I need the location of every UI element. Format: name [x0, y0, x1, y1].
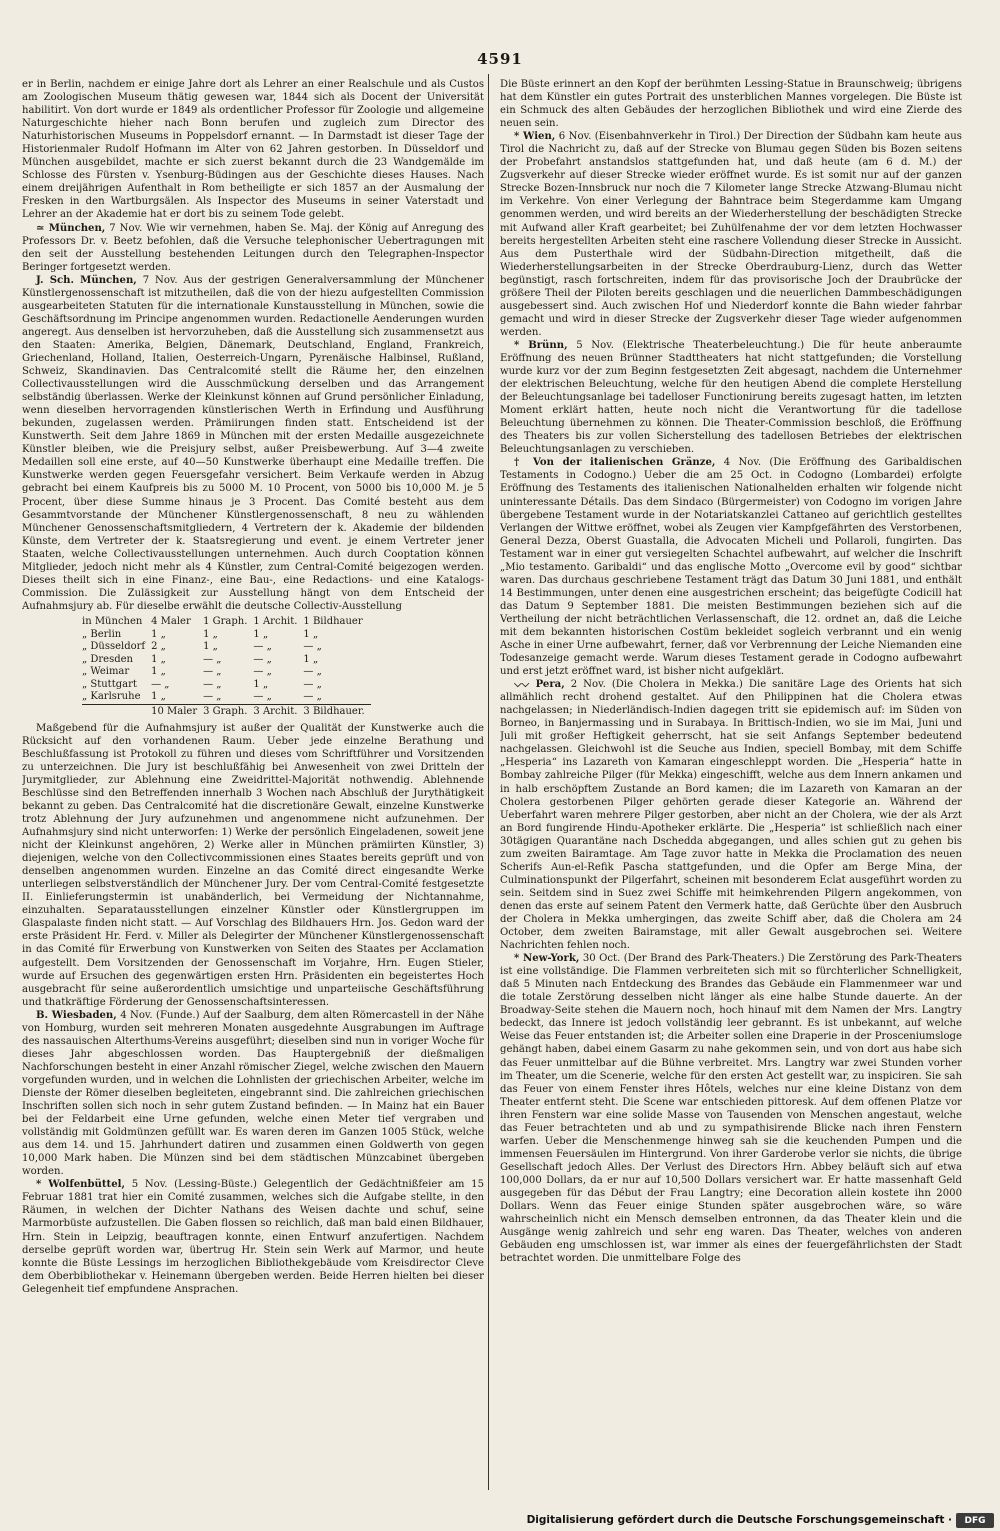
- jury-table-cell: — „: [253, 666, 272, 678]
- jury-table-cell: — „: [253, 653, 272, 665]
- article-body: 7 Nov. Aus der gestrigen Generalversammlung der Münchener Künstlergenossenschaft ist mitzutheilen, daß die von der hiezu aufgestellten Commission ausgearbeiteten Statuten für die internationale Kunstausstellung in München, sowie die Geschäftsordnung im Principe angenommen wurden. Redactionelle Aenderungen wurden angeregt. Aus denselben ist hervorzuheben, daß die Ausstellung sich zusammensetzt aus den Staaten: Amerika, Belgien, Dänemark, Deutschland, England, Frankreich, Griechenland, Holland, Italien, Oesterreich-Ungarn, Pyrenäische Halbinsel, Rußland, Schweiz, Skandinavien. Das Centralcomité stellt die Räume her, den einzelnen Collectivausstellungen wird die Ausschmückung derselben und das Arrangement selbständig überlassen. Werke der Kleinkunst können auf Grund persönlicher Einladung, wenn dieselben hervorragenden künstlerischen Werth in Erfindung und Ausführung bekunden, zugelassen werden. Prämiirungen finden statt. Entscheidend ist der Kunstwerth. Seit dem Jahre 1869 in München mit der ersten Medaille ausgezeichnete Künstler bleiben, wie die Preisjury selbst, außer Preisbewerbung. Auf 3—4 zweite Medaillen soll eine erste, auf 40—50 Kunstwerke überhaupt eine Medaille treffen. Die Kunstwerke werden gegen Feuersgefahr versichert. Beim Verkaufe werden in Abzug gebracht bei einem Kaufpreis bis zu 5000 M. 10 Procent, von 5000 bis 10,000 M. je 5 Procent, über diese Summe hinaus je 3 Procent. Das Comité besteht aus dem Gesammtvorstande der Münchener Künstlergenossenschaft, 8 neu zu wählenden Münchener Genossenschaftsmitgliedern, 4 Vertretern der k. Akademie der bildenden Künste, dem Vertreter der k. Staatsregierung und event. je einem Vertreter jener Staaten, welche Collectivausstellungen unternehmen. Auch durch Cooptation können Mitglieder, jedoch nicht mehr als 4 Künstler, zum Central-Comité beigezogen werden. Dieses theilt sich in eine Finanz-, eine Bau-, eine Redactions- und eine Katalogs-Commission. Die Zulässigkeit zur Ausstellung hängt von dem Entscheid der Aufnahmsjury ab. Für dieselbe erwählt die deutsche Collectiv-Ausstellung: [22, 274, 484, 612]
- article-dateline: * New-York,: [514, 953, 580, 965]
- article-wiesbaden: [22, 1009, 484, 1179]
- article-wien: [500, 130, 962, 339]
- jury-table-cell: — „: [203, 691, 222, 703]
- article-dateline: * Brünn,: [514, 339, 568, 351]
- jury-table-total-cell: 3 Graph.: [203, 705, 253, 719]
- jury-table-cell: in München: [82, 615, 143, 627]
- jury-table-cell: — „: [303, 666, 322, 678]
- jury-table-cell: „ Karlsruhe: [82, 691, 141, 703]
- footer-bar: [0, 1509, 1000, 1531]
- jury-table-total-cell: 3 Archit.: [253, 705, 303, 719]
- jury-table-cell: — „: [203, 653, 222, 665]
- jury-table-total-row: [82, 705, 371, 719]
- article-paragraph: Die Büste erinnert an den Kopf der berühmten Lessing-Statue in Braunschweig; übrigens hat dem Künstler ein gutes Portrait des unsterblichen Mannes vorgelegen. Die Büste ist ein Schmuck des alten Gebäudes der herzoglichen Bibliothek und wird eine Zierde des neuen sein.: [500, 79, 962, 130]
- jury-table-cell: 1 „: [151, 666, 166, 678]
- article-muenchen-generalversammlung: [22, 274, 484, 613]
- article-body: 6 Nov. (Eisenbahnverkehr in Tirol.) Der Direction der Südbahn kam heute aus Tirol die Nachricht zu, daß auf der Strecke von Blumau gegen Süden bis Bozen seitens der Probefahrt anstandslos stattgefunden hat, und daß heute (am 6 d. M.) der Zugsverkehr auf dieser Strecke wieder eröffnet wurde. Es ist somit nur auf der ganzen Strecke Bozen-Innsbruck nur noch die 7 Kilometer lange Strecke Atzwang-Blumau nicht im Verkehre. Von einer Verlegung der Bahntrace beim Stegerdamme kam Umgang genommen werden, und wird bereits an der Wiederherstellung der beschädigten Strecke mit Aufwand aller Kraft gearbeitet; bei Zuhülfenahme der vor dem letzten Hochwasser bereits hergestellten Arbeiten steht eine raschere Vollendung dieser Strecke in Aussicht. Aus dem Pusterthale wird der Südbahn-Direction mitgetheilt, daß die Wiederherstellungsarbeiten in der Strecke Oberdrauburg-Lienz, durch das Wetter begünstigt, rasch fortschreiten, indem für das provisorische Joch der Draubrücke der größere Theil der Piloten bereits geschlagen und die neuerlichen Dammbeschädigungen ausgebessert sind. Auch zwischen Hof und Niederdorf konnte die Bahn wieder fahrbar gemacht und wird in dieser Strecke der Zugsverkehr dieser Tage wieder aufgenommen werden.: [500, 131, 962, 338]
- jury-table-cell: „ Düsseldorf: [82, 641, 146, 653]
- jury-table-cell: 1 „: [253, 678, 269, 690]
- jury-table-cell: — „: [253, 691, 272, 703]
- jury-table-cell: — „: [203, 666, 222, 678]
- jury-table-cell: — „: [303, 678, 322, 690]
- article-dateline: ≃ München,: [36, 222, 106, 234]
- article-new-york: [500, 952, 962, 1265]
- jury-table-cell: 4 Maler: [151, 615, 191, 627]
- article-body: 30 Oct. (Der Brand des Park-Theaters.) Die Zerstörung des Park-Theaters ist eine vollständige. Die Flammen verbreiteten sich mit so fürchterlicher Schnelligkeit, daß 5 Minuten nach Entdeckung des Brandes das Gebäude ein Flammenmeer war und die totale Zerstörung desselben nicht länger als eine halbe Stunde dauerte. An der Broadway-Seite stehen die Mauern noch, hoch hinauf mit dem Namen der Mrs. Langtry bedeckt, das Innere ist jedoch vollständig leer gebrannt. Es ist unbekannt, auf welche Weise das Feuer entstanden ist; die Arbeiter sollen eine Draperie in der Prosceniumsloge gehängt haben, dabei einem Gasarm zu nahe gekommen sein, und von dort aus habe sich das Feuer unmittelbar auf die Bühne verbreitet. Mrs. Langtry war zwei Stunden vorher im Theater, um die Scenerie, welche für den ersten Act gestellt war, zu inspiciren. Sie sah das Feuer von einem Fenster ihres Hôtels, welches nur eine kleine Distanz von dem Theater entfernt steht. Die Scene war entschieden pittoresk. Auf dem offenen Platze vor ihren Fenstern war eine solide Masse von Tausenden von Menschen angestaut, welche das Feuer betrachteten und ab und zu sympathisirende Blicke nach ihren Fenstern warfen. Ueber die Menschenmenge hinweg sah sie die keuchenden Pumpen und die immensen Feuersäulen im Hintergrund. Von ihrer Garderobe verlor sie nichts, die übrige Gesellschaft jedoch Alles. Der Verlust des Directors Hrn. Abbey beläuft sich auf etwa 100,000 Dollars, da er nur auf 10,500 Dollars versichert war. Er hatte massenhaft Geld ausgegeben für das Début der Frau Langtry; eine Decoration allein kostete ihn 2000 Dollars. Wenn das Feuer einige Stunden später ausgebrochen wäre, so wäre wahrscheinlich nicht ein Mensch demselben entronnen, da das Theater klein und die Ausgänge wenig zahlreich und sehr eng waren. Das Theater, welches von anderen Gebäuden eng umschlossen ist, war immer als eines der feuergefährlichsten der Stadt betrachtet worden. Die unmittelbare Folge des: [500, 953, 962, 1265]
- jury-table-cell: 2 „: [151, 641, 166, 653]
- article-body: 4 Nov. (Funde.) Auf der Saalburg, dem alten Römercastell in der Nähe von Homburg, wurden seit mehreren Monaten ausgedehnte Ausgrabungen im Auftrage des nassauischen Alterthums-Vereins ausgeführt; dieselben sind nun in voriger Woche für dieses Jahr abgeschlossen worden. Das Hauptergebniß der dießmaligen Nachforschungen besteht in einer Anzahl römischer Ziegel, welche zwischen den Mauern vorgefunden wurden, und in welchen die Lohnlisten der griechischen Arbeiter, welche im Dienste der Römer dieselben begleiteten, eingebrannt sind. Die zahlreichen griechischen Inschriften sollen sich noch in sehr gutem Zustand befinden. — In Mainz hat ein Bauer bei der Feldarbeit eine Urne gefunden, welche einen Meter tief vergraben und vollständig mit Goldmünzen gefüllt war. Es waren deren im Ganzen 1005 Stück, welche aus dem 14. und 15. Jahrhundert datiren und zusammen einen Goldwerth von gegen 10,000 Mark haben. Die Münzen sind bei dem städtischen Münzcabinet übergeben worden.: [22, 1009, 484, 1178]
- article-pera: [500, 678, 962, 952]
- article-body: 2 Nov. (Die Cholera in Mekka.) Die sanitäre Lage des Orients hat sich allmählich recht drohend gestaltet. Auf den Philippinen hat die Cholera etwas nachgelassen; in Niederländisch-Indien dagegen tritt sie epidemisch auf: im Süden von Borneo, in Banjermassing und in Surabaya. In Brittisch-Indien, wo sie im Mai, Juni und Juli mit großer Heftigkeit geherrscht, hat sie seit Anfangs September bedeutend nachgelassen. Gleichwohl ist die Seuche aus Indien, speciell Bombay, mit dem Schiffe „Hesperia“ ins Lazareth von Kamaran eingeschleppt worden. Die „Hesperia“ hatte in Bombay zahlreiche Pilger (für Mekka) eingeschifft, welche aus dem Innern ankamen und in halb erschöpftem Zustande an Bord kamen; die im Lazareth von Kamaran an der Cholera gestorbenen Pilger gehörten gerade dieser Kategorie an. Während der Ueberfahrt waren mehrere Pilger gestorben, aber nicht an der Cholera, wie der als Arzt an Bord fungirende Hindu-Apotheker erklärte. Die „Hesperia“ ist schließlich nach einer 30tägigen Quarantäne nach Dschedda abgegangen, und alles schien gut zu gehen bis zum zweiten Bairamtage. Am Tage zuvor hatte in Mekka die Proclamation des neuen Scherifs Aun-el-Refik Pascha stattgefunden, und die Opfer am Berge Mina, der Culminationspunkt der Pilgerfahrt, scheinen mit besonderem Eclat ausgeführt worden zu sein. Seitdem sind in Suez zwei Schiffe mit heimkehrenden Pilgern angekommen, von denen das erste auf seinem Patent den Vermerk hatte, daß Gerüchte über den Ausbruch der Cholera in Mekka umhergingen, das zweite Schiff aber, daß die Cholera am 24 October, dem zweiten Bairamstage, mit aller Gewalt ausgebrochen sei. Weitere Nachrichten fehlen noch.: [500, 679, 962, 952]
- article-wolfenbuettel: [22, 1178, 484, 1295]
- article-muenchen-telephone: [22, 222, 484, 274]
- article-dateline: † Von der italienischen Gränze,: [514, 457, 716, 469]
- jury-table-cell: 1 „: [151, 653, 166, 665]
- jury-table-cell: 1 „: [151, 628, 166, 640]
- jury-table-row: [82, 679, 371, 692]
- jury-table-cell: 1 „: [303, 628, 319, 640]
- jury-table-cell: — „: [203, 678, 222, 690]
- jury-table-total-cell: 10 Maler: [151, 705, 203, 719]
- jury-table-total-cell: [82, 705, 151, 719]
- jury-table-row: [82, 691, 371, 704]
- jury-table-cell: — „: [151, 678, 170, 690]
- dfg-logo: DFG: [956, 1513, 994, 1528]
- jury-table-cell: — „: [253, 641, 272, 653]
- article-dateline: ⌵⌵ Pera,: [514, 679, 565, 691]
- article-dateline: B. Wiesbaden,: [36, 1009, 117, 1021]
- column-divider: [488, 74, 489, 1490]
- article-paragraph: Maßgebend für die Aufnahmsjury ist außer der Qualität der Kunstwerke auch die Rücksicht auf den vorhandenen Raum. Ueber jede einzelne Berathung und Beschlußfassung ist Protokoll zu führen und dieses vom Schriftführer und Vorsitzenden zu unterzeichnen. Die Jury ist beschlußfähig bei Anwesenheit von zwei Dritteln der Jurymitglieder, zur Ablehnung eine Zweidrittel-Majorität nothwendig. Ablehnende Beschlüsse sind den Betreffenden innerhalb 3 Wochen nach Abschluß der Jurythätigkeit bekannt zu geben. Das Centralcomité hat die discretionäre Gewalt, einzelne Kunstwerke trotz Ablehnung der Jury aufzunehmen und angenommene nicht aufzunehmen. Der Aufnahmsjury sind nicht unterworfen: 1) Werke der persönlich Eingeladenen, soweit jene nicht der Kleinkunst angehören, 2) Werke aller in München prämiirten Künstler, 3) diejenigen, welche von den Collectivcommissionen eines Staates bereits geprüft und von denselben angenommen wurden. Einzelne an das Comité direct eingesandte Werke unterliegen selbstverständlich der Münchener Jury. Der vom Central-Comité festgesetzte II. Einlieferungstermin ist unabänderlich, bei Vermeidung der Nichtannahme, einzuhalten. Separatausstellungen einzelner Künstler oder Künstlergruppen im Glaspalaste finden nicht statt. — Auf Vorschlag des Bildhauers Hrn. Jos. Gedon ward der erste Präsident Hr. Ferd. v. Miller als Delegirter der Münchener Künstlergenossenschaft in das Comité für Erwerbung von Kunstwerken von Seiten des Staates per Acclamation aufgestellt. Dem Vorsitzenden der Genossenschaft im Vorjahre, Hrn. Eugen Stieler, wurde auf Ersuchen des gegenwärtigen ersten Hrn. Präsidenten ein begeistertes Hoch ausgebracht für seine außerordentlich umsichtige und unparteiische Geschäftsführung und thatkräftige Förderung der Genossenschaftsinteressen.: [22, 722, 484, 1008]
- jury-table-cell: 1 „: [303, 653, 319, 665]
- jury-table-cell: „ Weimar: [82, 666, 130, 678]
- article-bruenn: [500, 339, 962, 456]
- jury-table-row: [82, 616, 371, 629]
- jury-table: [82, 616, 371, 719]
- jury-table-row: [82, 666, 371, 679]
- jury-table-cell: 1 „: [203, 641, 218, 653]
- jury-table-cell: 1 „: [203, 628, 218, 640]
- jury-table-cell: „ Berlin: [82, 628, 122, 640]
- funding-notice: Digitalisierung gefördert durch die Deutsche Forschungsgemeinschaft ·: [526, 1514, 952, 1526]
- jury-table-row: [82, 641, 371, 654]
- article-body: 4 Nov. (Die Eröffnung des Garibaldischen Testaments in Codogno.) Ueber die am 25 Oct. in Codogno (Lombardei) erfolgte Eröffnung des Testaments des italienischen Nationalhelden erhalten wir folgende nicht uninteressante Détails. Das dem Sindaco (Bürgermeister) von Codogno im vorigen Jahre übergebene Testament wurde in der Notariatskanzlei Cattaneo auf gerichtlich gestelltes Verlangen der Wittwe eröffnet, wobei als Zeugen vier Kampfgefährten des Verstorbenen, General Dezza, Oberst Guastalla, die Advocaten Micheli und Pollaroli, fungirten. Das Testament war in einer gut versiegelten Schachtel aufbewahrt, auf welcher die Inschrift „Mio testamento. Garibaldi“ und das englische Motto „Overcome evil by good“ sichtbar waren. Das durchaus geschriebene Testament trägt das Datum 30 Juni 1881, und enthält 14 Bestimmungen, unter denen eine ausgestrichen erscheint; das beigefügte Codicill hat das Datum 9 September 1881. Die meisten Bestimmungen beziehen sich auf die Vertheilung der nicht beträchtlichen Verlassenschaft, die 12. ordnet an, daß die Leiche mit dem bekannten historischen Costüm bekleidet sogleich verbrannt und ein wenig Asche in einer Urne aufbewahrt, ferner, daß vor Verbrennung der Leiche Niemanden eine Todesanzeige gemacht werde. Warum dieses Testament gerade in Codogno aufbewahrt und erst jetzt eröffnet ward, ist bisher nicht aufgeklärt.: [500, 457, 962, 678]
- jury-table-cell: „ Stuttgart: [82, 678, 137, 690]
- article-dateline: * Wolfenbüttel,: [36, 1179, 125, 1191]
- jury-table-cell: 1 „: [253, 628, 269, 640]
- jury-table-total-cell: 3 Bildhauer.: [303, 705, 370, 719]
- jury-table-cell: 1 „: [151, 691, 166, 703]
- article-body: 5 Nov. (Elektrische Theaterbeleuchtung.) Die für heute anberaumte Eröffnung des neuen Brünner Stadttheaters hat nicht stattgefunden; die Vorstellung wurde kurz vor der zum Beginn festgesetzten Zeit abgesagt, nachdem die Unternehmer der elektrischen Beleuchtung, welche für den heutigen Abend die complete Herstellung der Beleuchtungsanlage bei tadelloser Functionirung bereits zugesagt hatten, im letzten Moment erklärt hatten, heute noch nicht die Verantwortung für die tadellose Beleuchtung übernehmen zu können. Die Theater-Commission beschloß, die Eröffnung des Theaters bis zur vollen Sicherstellung des tadellosen Betriebes der elektrischen Beleuchtungsanlagen zu verschieben.: [500, 339, 962, 456]
- jury-table-cell: „ Dresden: [82, 653, 133, 665]
- jury-table-row: [82, 654, 371, 667]
- jury-table-cell: 1 Graph.: [203, 615, 248, 627]
- page-number: 4591: [477, 50, 523, 68]
- article-body: 5 Nov. (Lessing-Büste.) Gelegentlich der Gedächtnißfeier am 15 Februar 1881 trat hier ein Comité zusammen, welches sich die Aufgabe stellte, in den Räumen, in welchen der Dichter Nathans des Weisen dachte und schuf, seine Marmorbüste aufzustellen. Die Gaben flossen so reichlich, daß man bald einen Bildhauer, Hrn. Stein in Leipzig, beauftragen konnte, einen Entwurf anzufertigen. Nachdem derselbe geprüft worden war, übertrug Hr. Stein sein Werk auf Marmor, und heute konnte die Büste Lessings im herzoglichen Bibliothekgebäude vom Kreisdirector Cleve dem Oberbibliothekar v. Heinemann übergeben werden. Beide Herren hielten bei dieser Gelegenheit tief empfundene Ansprachen.: [22, 1179, 484, 1295]
- right-column: [500, 78, 962, 1498]
- article-dateline: * Wien,: [514, 131, 556, 143]
- jury-table-cell: 1 Archit.: [253, 615, 298, 627]
- jury-table-cell: — „: [303, 641, 322, 653]
- jury-table-cell: — „: [303, 691, 322, 703]
- article-paragraph: er in Berlin, nachdem er einige Jahre dort als Lehrer an einer Realschule und als Custos am Zoologischen Museum thätig gewesen war, 1844 sich als Docent der Universität habilitirt. Von dort wurde er 1849 als ordentlicher Professor für Zoologie und allgemeine Naturgeschichte hieher nach Bonn berufen und zugleich zum Director des Naturhistorischen Museums in Poppelsdorf ernannt. — In Darmstadt ist dieser Tage der Historienmaler Rudolf Hofmann im Alter von 62 Jahren gestorben. In Düsseldorf und München ausgebildet, machte er sich zuerst bekannt durch die 23 Wandgemälde im Schlosse des Fürsten v. Ysenburg-Büdingen aus der Geschichte dieses Hauses. Nach einem dreijährigen Aufenthalt in Rom betheiligte er sich 1857 an der Ausmalung der Fresken in den Wartburgsälen. Als Inspector des Museums in seiner Vaterstadt und Lehrer an der Akademie hat er dort bis zu seinem Tode gelebt.: [22, 79, 484, 221]
- article-body: 7 Nov. Wie wir vernehmen, haben Se. Maj. der König auf Anregung des Professors Dr. v. Beetz befohlen, daß die Versuche telephonischer Uebertragungen mit den seit der Ausstellung bestehenden Leitungen durch den Telegraphen-Inspector Beringer fortgesetzt werden.: [22, 222, 484, 273]
- left-column: [22, 78, 484, 1498]
- article-dateline: J. Sch. München,: [36, 274, 137, 286]
- jury-table-row: [82, 629, 371, 642]
- article-italien: [500, 456, 962, 678]
- jury-table-cell: 1 Bildhauer: [303, 615, 363, 627]
